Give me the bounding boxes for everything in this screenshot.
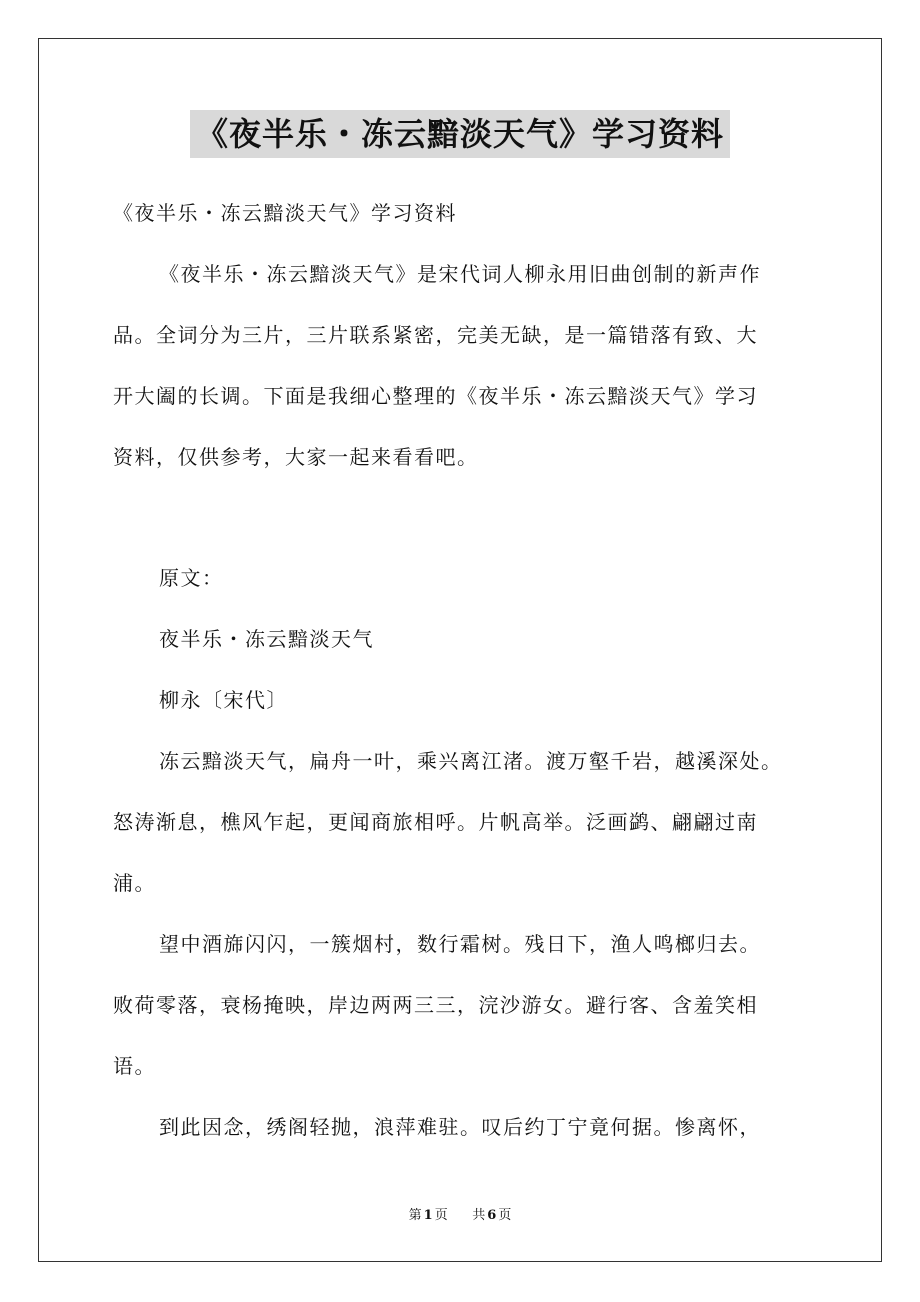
document-title: 《夜半乐・冻云黯淡天气》学习资料	[190, 110, 730, 158]
page-footer	[0, 1206, 920, 1226]
title-container	[0, 110, 920, 158]
poem-stanza-2	[113, 924, 813, 1087]
document-body	[113, 193, 813, 1148]
poem-line: 败荷零落，衰杨掩映，岸边两两三三，浣沙游女。避行客、含羞笑相	[113, 993, 758, 1017]
paragraph-line: 《夜半乐・冻云黯淡天气》是宋代词人柳永用旧曲创制的新声作	[159, 262, 761, 286]
page-number-total: 共 6 页	[472, 1208, 512, 1223]
original-label: 原文：	[159, 566, 224, 590]
poem-stanza-3	[113, 1107, 813, 1148]
poem-line: 语。	[113, 1054, 156, 1078]
poem-line: 望中酒旆闪闪，一簇烟村，数行霜树。残日下，渔人鸣榔归去。	[159, 932, 761, 956]
poem-stanza-1	[113, 741, 813, 904]
poem-line: 到此因念，绣阁轻抛，浪萍难驻。叹后约丁宁竟何据。惨离怀，	[159, 1115, 761, 1139]
paragraph-line: 开大阖的长调。下面是我细心整理的《夜半乐・冻云黯淡天气》学习	[113, 384, 758, 408]
poem-line: 浦。	[113, 871, 156, 895]
paragraph-line: 品。全词分为三片，三片联系紧密，完美无缺，是一篇错落有致、大	[113, 323, 758, 347]
poem-line: 怒涛渐息，樵风乍起，更闻商旅相呼。片帆高举。泛画鹢、翩翩过南	[113, 810, 758, 834]
document-subtitle: 《夜半乐・冻云黯淡天气》学习资料	[113, 201, 457, 225]
intro-paragraph	[113, 254, 813, 478]
poem-author: 柳永〔宋代〕	[159, 688, 288, 712]
page-number-current: 第 1 页	[408, 1208, 448, 1223]
poem-title: 夜半乐・冻云黯淡天气	[159, 627, 374, 651]
paragraph-line: 资料，仅供参考，大家一起来看看吧。	[113, 445, 479, 469]
poem-line: 冻云黯淡天气，扁舟一叶，乘兴离江渚。渡万壑千岩，越溪深处。	[159, 749, 783, 773]
